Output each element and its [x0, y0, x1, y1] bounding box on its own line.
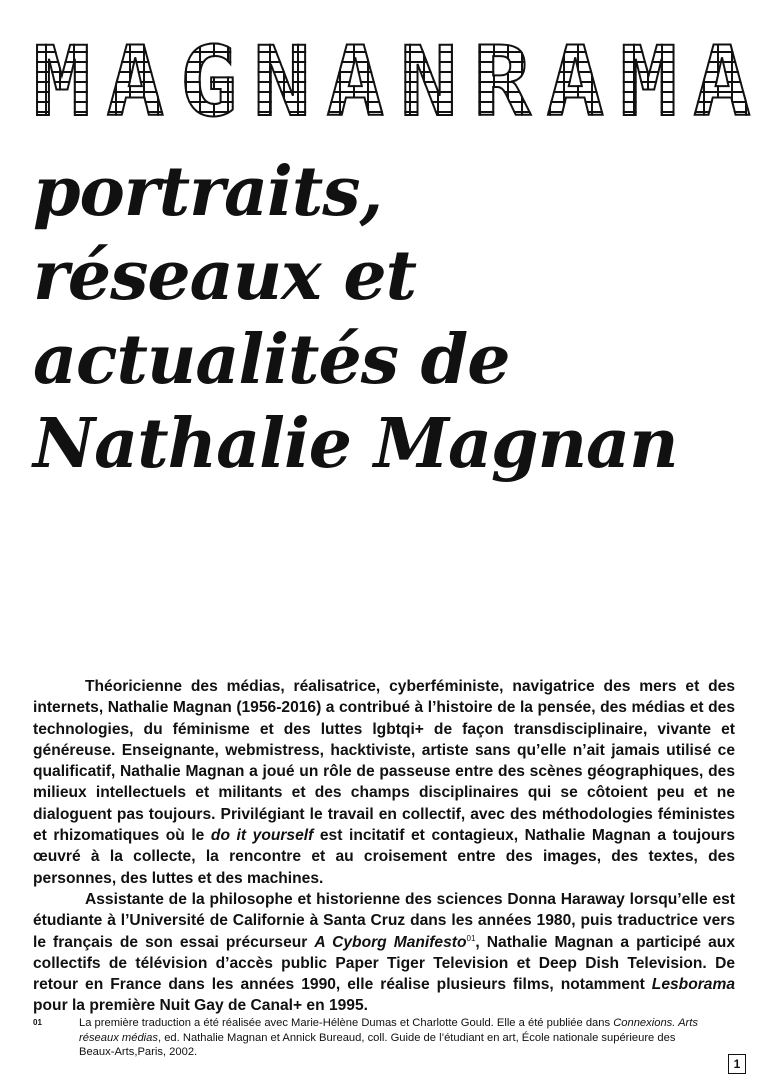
masthead-wordmark: [33, 26, 747, 138]
footnote-text: [79, 1016, 699, 1060]
text-run: Assistante de la philosophe et historienne des sciences Donna Haraway lorsqu’elle est étudiante à l’Université de Californie à Santa Cruz dans les années 1980, puis traductrice vers le français de son essai précurseur: [33, 890, 735, 951]
masthead-letter: N: [253, 26, 307, 138]
masthead-letter: M: [619, 26, 674, 138]
footnote-reference[interactable]: 01: [466, 933, 476, 943]
italic-phrase: do it yourself: [210, 827, 314, 845]
masthead-letter: N: [399, 26, 454, 138]
masthead-letter: R: [473, 26, 527, 138]
masthead: [33, 26, 747, 138]
masthead-letter: G: [179, 26, 234, 138]
masthead-letter: A: [546, 26, 601, 138]
title-line: Nathalie Magnan: [33, 404, 678, 484]
text-run: , Nathalie Magnan a participé aux collectifs de télévision d’accès public Paper Tiger Television et Deep Dish Television. De retour en France dans les années 1990, elle réalise plusieurs films, notamment: [33, 933, 735, 994]
masthead-letter: A: [326, 26, 381, 138]
paragraph: [33, 676, 735, 889]
italic-phrase: Lesborama: [651, 976, 735, 994]
title-line: actualités de: [33, 320, 510, 400]
italic-phrase: Connexions. Arts réseaux médias: [79, 1017, 698, 1044]
text-run: pour la première Nuit Gay de Canal+ en 1995.: [33, 997, 368, 1015]
masthead-letter: A: [693, 26, 747, 138]
body-text: [33, 676, 735, 1017]
italic-phrase: A Cyborg Manifesto: [314, 933, 467, 951]
text-run: est incitatif et contagieux, Nathalie Magnan a toujours œuvré à la collecte, la rencontre et au croisement entre des images, des textes, des personnes, des luttes et des machines.: [33, 827, 735, 887]
title-line: réseaux et: [33, 236, 417, 316]
paragraph: [33, 889, 735, 1017]
title-line: portraits,: [33, 152, 383, 232]
text-run: La première traduction a été réalisée avec Marie-Hélène Dumas et Charlotte Gould. Elle a été publiée dans: [79, 1017, 614, 1029]
page-title: [33, 150, 733, 486]
text-run: Théoricienne des médias, réalisatrice, cyberféministe, navigatrice des mers et des internets, Nathalie Magnan (1956-2016) a contribué à l’histoire de la pensée, des médias et des technologies, du féminisme et des luttes lgbtqi+ de façon transdisciplinaire, vivante et généreuse. Enseignante, webmistress, hacktiviste, artiste sans qu’elle n’ait jamais utilisé ce qualificatif, Nathalie Magnan a joué un rôle de passeuse entre des scènes géographiques, des milieux intellectuels et militants et des champs disciplinaires qui se côtoient peu et ne dialoguent pas toujours. Privilégiant le travail en collectif, avec des méthodologies féministes et rhizomatiques où le: [33, 678, 735, 845]
masthead-letter: A: [106, 26, 161, 138]
text-run: , ed. Nathalie Magnan et Annick Bureaud, coll. Guide de l’étudiant en art, École nationale supérieure des Beaux-Arts,Paris, 2002.: [79, 1031, 676, 1058]
footnote-number: 01: [33, 1018, 42, 1027]
page-number: 1: [728, 1054, 746, 1074]
masthead-letter: M: [33, 26, 87, 138]
